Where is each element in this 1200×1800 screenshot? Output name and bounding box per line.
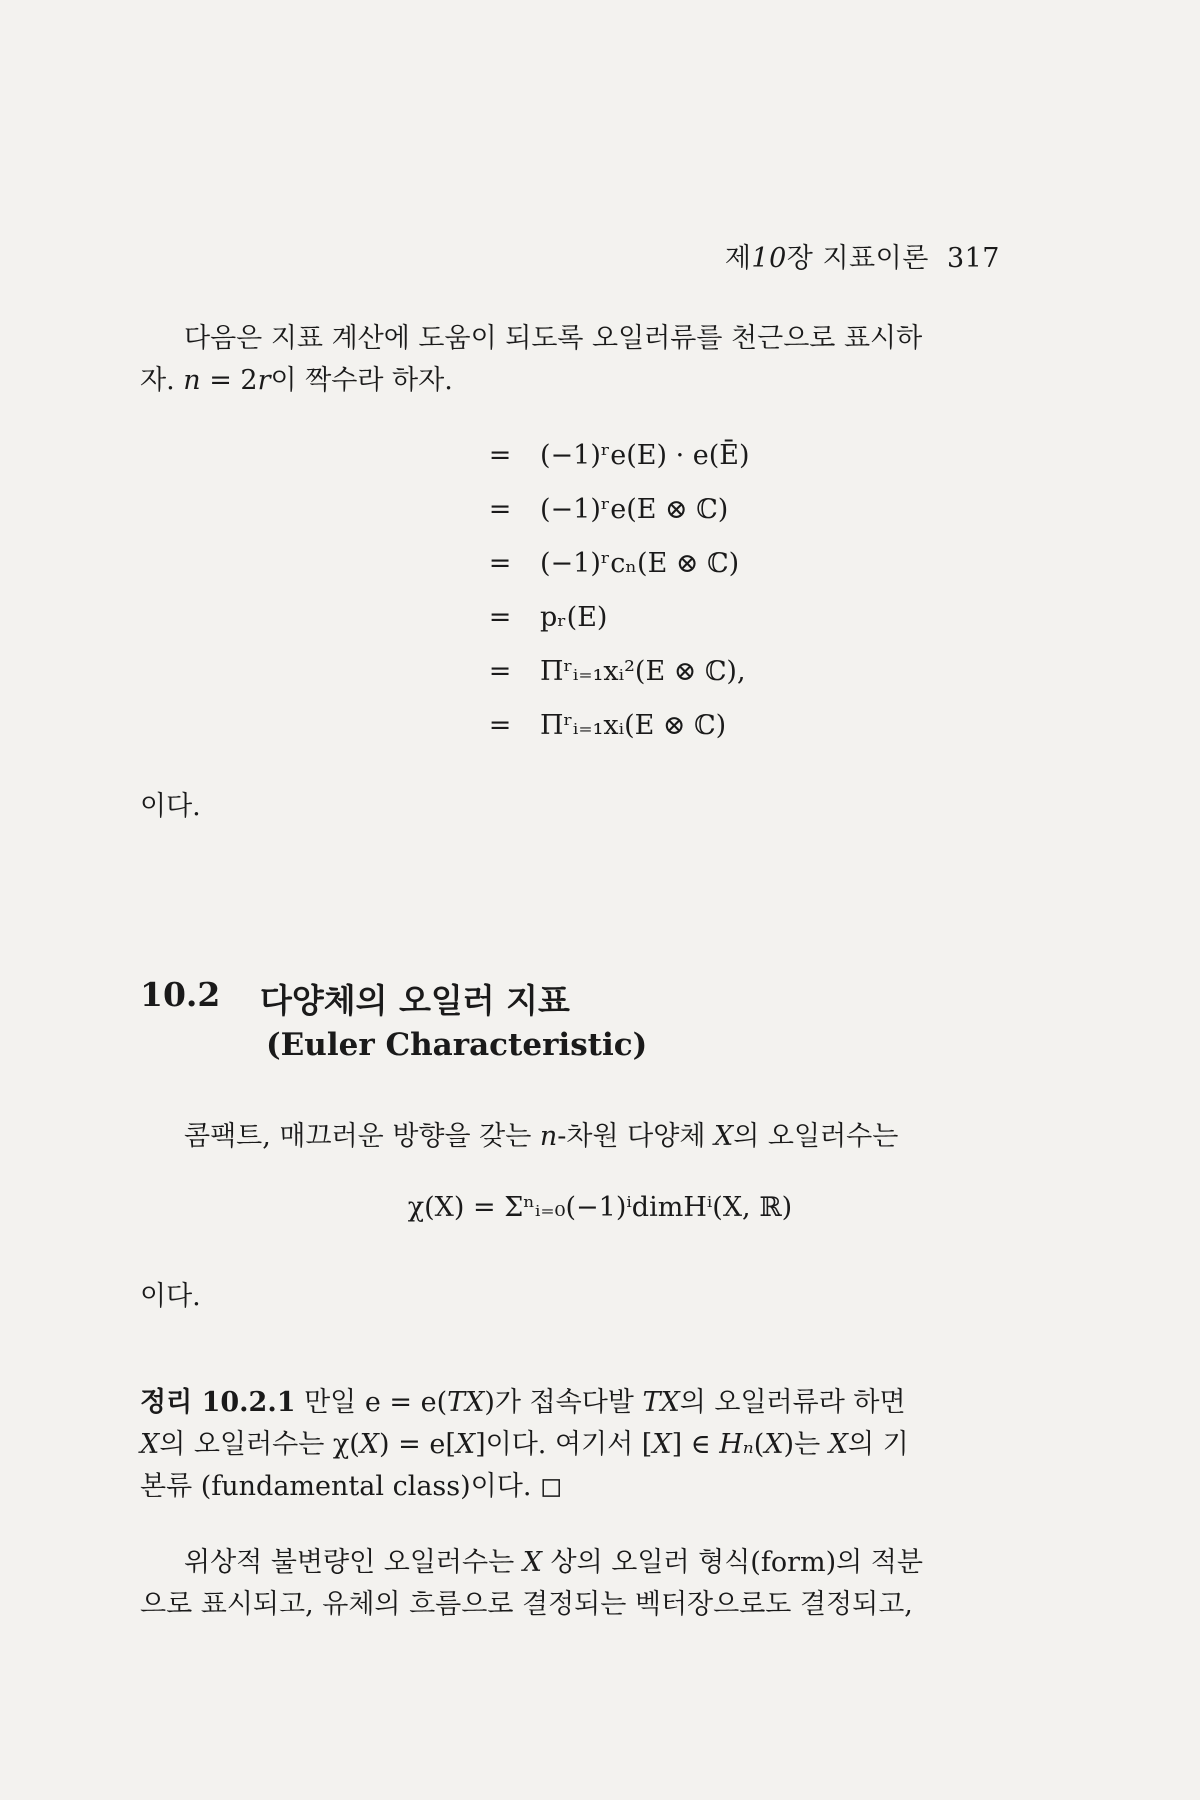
theorem-10-2-1: [140, 1382, 1015, 1508]
equals-sign: =: [488, 656, 512, 687]
section-subtitle: (Euler Characteristic): [266, 1027, 648, 1063]
equation-rhs: (−1)ʳcₙ(E ⊗ ℂ): [540, 548, 740, 579]
intro-line-1: 다음은 지표 계산에 도움이 되도록 오일러류를 천근으로 표시하: [184, 323, 923, 354]
euler-characteristic-equation: χ(X) = Σⁿᵢ₌₀(−1)ⁱdimHⁱ(X, ℝ): [407, 1192, 793, 1223]
topology-line-1: 위상적 불변량인 오일러수는 X 상의 오일러 형식(form)의 적분: [184, 1547, 923, 1578]
equals-sign: =: [488, 494, 512, 525]
theorem-line-2: X의 오일러수는 χ(X) = e[X]이다. 여기서 [X] ∈ Hₙ(X)는 X의 기: [140, 1429, 909, 1460]
intro-line-2: 자. n = 2r이 짝수라 하자.: [140, 365, 453, 396]
equation-rhs: Πʳᵢ₌₁xᵢ(E ⊗ ℂ): [540, 710, 727, 741]
equation-rhs: (−1)ʳe(E ⊗ ℂ): [540, 494, 729, 525]
equation-rhs: pᵣ(E): [540, 602, 608, 633]
theorem-label: 정리 10.2.1: [140, 1387, 296, 1418]
equation-rhs: Πʳᵢ₌₁xᵢ²(E ⊗ ℂ),: [540, 656, 746, 687]
section-number: 10.2: [140, 975, 221, 1014]
equation-rhs: (−1)ʳe(E) · e(Ē): [540, 440, 750, 471]
ida-text-1: 이다.: [140, 791, 201, 822]
chapter-title: 장 지표이론: [786, 243, 929, 274]
topology-line-2: 으로 표시되고, 유체의 흐름으로 결정되는 벡터장으로도 결정되고,: [140, 1589, 913, 1620]
section-title: 다양체의 오일러 지표: [260, 981, 570, 1020]
equals-sign: =: [488, 710, 512, 741]
euler-intro-paragraph: 콤팩트, 매끄러운 방향을 갖는 n-차원 다양체 X의 오일러수는: [184, 1121, 899, 1152]
theorem-line-3: 본류 (fundamental class)이다. ◻: [140, 1471, 563, 1502]
chapter-number: 10: [751, 243, 787, 274]
chapter-prefix: 제: [724, 243, 752, 274]
theorem-line-1: 정리 10.2.1 만일 e = e(TX)가 접속다발 TX의 오일러류라 하면: [140, 1387, 906, 1418]
equals-sign: =: [488, 548, 512, 579]
page-number: 317: [946, 243, 1000, 274]
intro-paragraph: [140, 318, 1015, 402]
equals-sign: =: [488, 602, 512, 633]
running-header: [725, 236, 1000, 275]
topology-paragraph: [140, 1542, 1015, 1626]
equals-sign: =: [488, 440, 512, 471]
ida-text-2: 이다.: [140, 1281, 201, 1312]
